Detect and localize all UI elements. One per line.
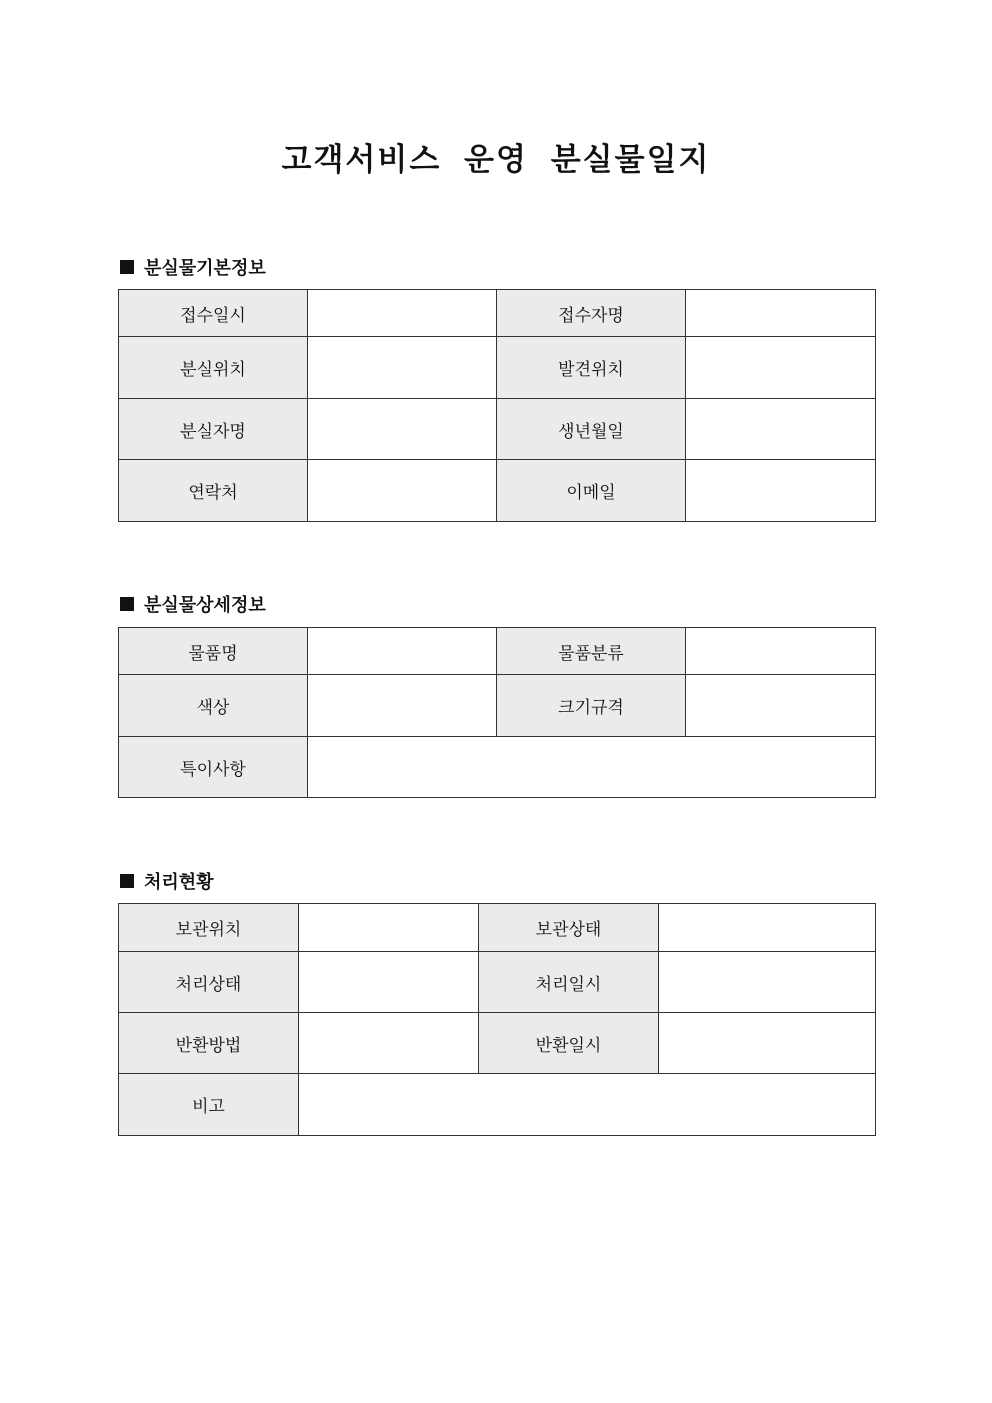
field-label: 반환일시: [479, 1013, 659, 1074]
table-row: [119, 628, 876, 675]
field-label: 접수자명: [497, 290, 686, 337]
table-row: [119, 337, 876, 399]
section-heading-label: 분실물상세정보: [144, 595, 266, 616]
table-row: [119, 737, 876, 798]
field-label: 분실자명: [119, 399, 308, 460]
field-value[interactable]: [308, 460, 497, 522]
field-label: 크기규격: [497, 675, 686, 737]
field-value[interactable]: [686, 460, 876, 522]
field-label: 이메일: [497, 460, 686, 522]
table-row: [119, 399, 876, 460]
field-value[interactable]: [299, 1013, 479, 1074]
field-value-wide[interactable]: [299, 1074, 876, 1136]
process-status-table: [118, 903, 876, 1136]
field-label: 반환방법: [119, 1013, 299, 1074]
field-label: 생년월일: [497, 399, 686, 460]
table-row: [119, 904, 876, 952]
section-heading-label: 분실물기본정보: [144, 258, 266, 279]
field-value[interactable]: [686, 675, 876, 737]
square-bullet-icon: [120, 874, 134, 888]
field-label: 색상: [119, 675, 308, 737]
field-value[interactable]: [659, 952, 876, 1013]
square-bullet-icon: [120, 260, 134, 274]
field-label: 비고: [119, 1074, 299, 1136]
table-row: [119, 952, 876, 1013]
field-label: 보관상태: [479, 904, 659, 952]
section-heading-basic: [120, 254, 266, 280]
field-value[interactable]: [308, 399, 497, 460]
section-heading-label: 처리현황: [144, 872, 214, 893]
field-value[interactable]: [299, 952, 479, 1013]
field-value[interactable]: [308, 675, 497, 737]
square-bullet-icon: [120, 597, 134, 611]
field-value[interactable]: [308, 628, 497, 675]
table-row: [119, 675, 876, 737]
section-heading-detail: [120, 591, 266, 617]
field-value[interactable]: [659, 904, 876, 952]
field-value[interactable]: [686, 337, 876, 399]
page-title: 고객서비스 운영 분실물일지: [281, 142, 711, 178]
field-value[interactable]: [659, 1013, 876, 1074]
field-value[interactable]: [299, 904, 479, 952]
detail-info-table: [118, 627, 876, 798]
field-label: 처리일시: [479, 952, 659, 1013]
field-value[interactable]: [308, 337, 497, 399]
field-label: 분실위치: [119, 337, 308, 399]
field-label: 물품명: [119, 628, 308, 675]
table-row: [119, 1074, 876, 1136]
field-label: 특이사항: [119, 737, 308, 798]
basic-info-table: [118, 289, 876, 522]
table-row: [119, 290, 876, 337]
field-value[interactable]: [308, 290, 497, 337]
field-value[interactable]: [686, 399, 876, 460]
field-label: 연락처: [119, 460, 308, 522]
field-label: 발견위치: [497, 337, 686, 399]
field-value[interactable]: [686, 290, 876, 337]
field-value-wide[interactable]: [308, 737, 876, 798]
field-label: 보관위치: [119, 904, 299, 952]
field-value[interactable]: [686, 628, 876, 675]
field-label: 물품분류: [497, 628, 686, 675]
field-label: 접수일시: [119, 290, 308, 337]
section-heading-process: [120, 868, 214, 894]
field-label: 처리상태: [119, 952, 299, 1013]
table-row: [119, 460, 876, 522]
table-row: [119, 1013, 876, 1074]
